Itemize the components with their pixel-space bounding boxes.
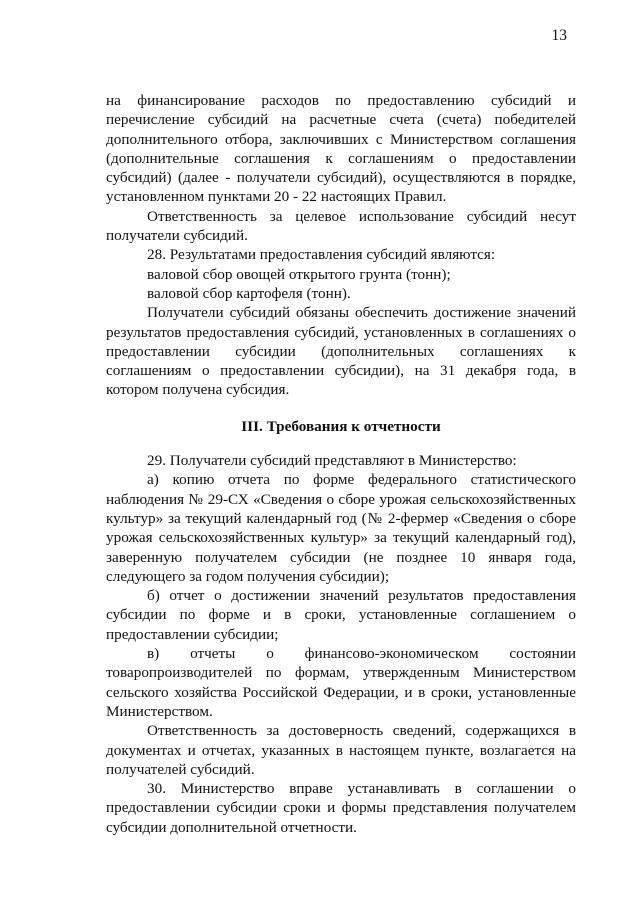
paragraph-result-vegetables: валовой сбор овощей открытого грунта (тонн); (147, 265, 451, 283)
paragraph-result-potatoes: валовой сбор картофеля (тонн). (147, 284, 351, 302)
paragraph-item-29-v: в) отчеты о финансово-экономическом состоянии товаропроизводителей по формам, утвержденным Министерством сельского хозяйства Российской Федерации, и в сроки, установленные Министерством. (106, 645, 576, 720)
page-number: 13 (551, 27, 567, 44)
paragraph-recipients-obligation: Получатели субсидий обязаны обеспечить достижение значений результатов предоставления субсидий, установленных в соглашениях о предоставлении субсидии (дополнительных соглашениях к соглашениям о предоставлении субсидии), на 31 декабря года, в котором получена субсидия. (106, 304, 576, 399)
paragraph-item-28: 28. Результатами предоставления субсидий являются: (147, 246, 496, 264)
paragraph-item-29-b: б) отчет о достижении значений результатов предоставления субсидии по форме и в сроки, установленные соглашением о предоставлении субсидии; (106, 587, 576, 643)
paragraph-continuation: на финансирование расходов по предоставлению субсидий и перечисление субсидий на расчетные счета (счета) победителей дополнительного отбора, заключивших с Министерством соглашения (дополнительные соглашения к соглашениям о предоставлении субсидий) (далее - получатели субсидий), осуществляются в порядке, установленном пунктами 20 - 22 настоящих Правил. (106, 92, 576, 206)
paragraph-item-29: 29. Получатели субсидий представляют в Министерство: (147, 452, 517, 470)
paragraph-item-29-a: а) копию отчета по форме федерального статистического наблюдения № 29-СХ «Сведения о сборе урожая сельскохозяйственных культур» за текущий календарный год (№ 2-фермер «Сведения о сборе урожая сельскохозяйственных культур» за текущий календарный год), заверенную получателем субсидии (не позднее 10 января года, следующего за годом получения субсидии); (106, 471, 576, 585)
document-body (106, 91, 576, 837)
paragraph-responsibility-purpose: Ответственность за целевое использование субсидий несут получатели субсидий. (106, 207, 576, 245)
paragraph-responsibility-reliability: Ответственность за достоверность сведений, содержащихся в документах и отчетах, указанных в настоящем пункте, возлагается на получателей субсидий. (106, 722, 576, 778)
section-heading: III. Требования к отчетности (241, 417, 441, 435)
paragraph-item-30: 30. Министерство вправе устанавливать в соглашении о предоставлении субсидии сроки и формы представления получателем субсидии дополнительной отчетности. (106, 780, 576, 836)
